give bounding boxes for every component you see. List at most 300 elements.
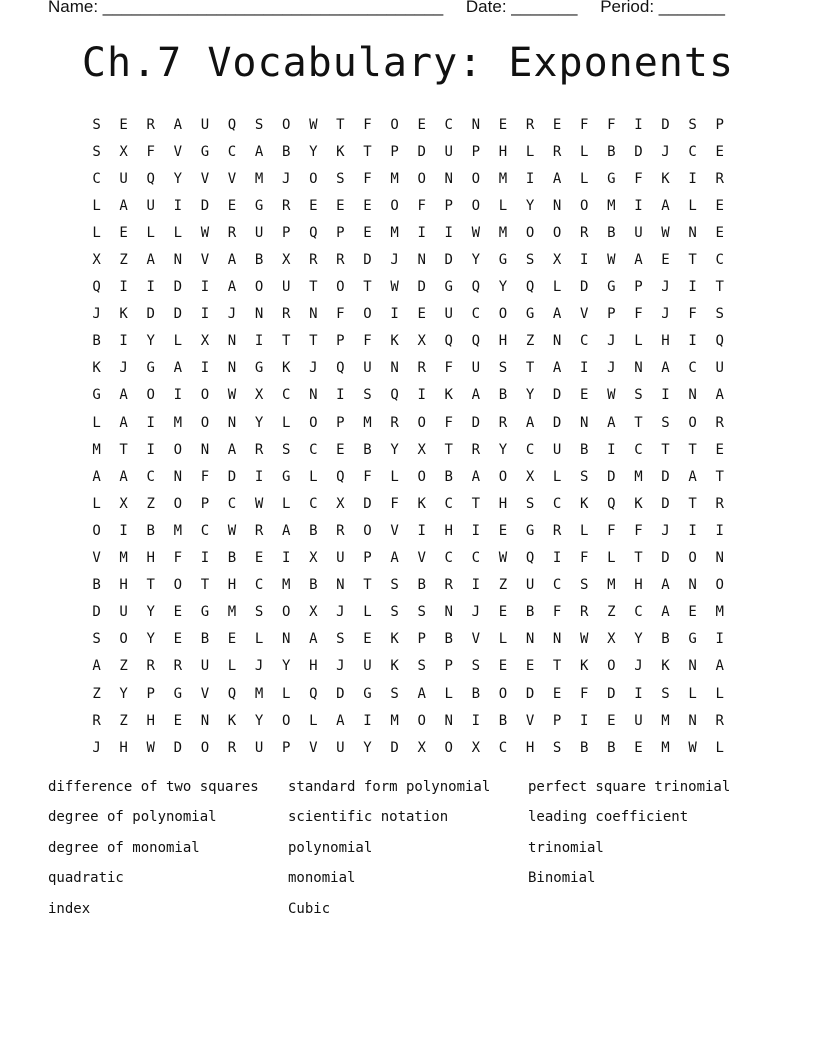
grid-letter[interactable]: Z [607, 604, 616, 621]
grid-letter[interactable]: Y [498, 279, 508, 296]
grid-letter[interactable]: S [580, 577, 589, 594]
grid-letter[interactable]: Z [525, 333, 535, 350]
grid-letter[interactable]: P [336, 333, 345, 350]
grid-letter[interactable]: Y [254, 414, 264, 431]
grid-letter[interactable]: R [254, 441, 264, 458]
grid-letter[interactable]: Q [471, 279, 481, 296]
grid-letter[interactable]: N [227, 333, 237, 350]
grid-letter[interactable]: B [498, 387, 508, 404]
grid-letter[interactable]: O [688, 550, 697, 567]
grid-letter[interactable]: H [525, 739, 535, 756]
grid-letter[interactable]: T [281, 333, 291, 350]
grid-letter[interactable]: T [634, 414, 643, 431]
grid-letter[interactable]: B [607, 224, 616, 241]
grid-letter[interactable]: N [688, 712, 697, 729]
grid-letter[interactable]: R [281, 197, 291, 214]
grid-letter[interactable]: N [525, 631, 535, 648]
grid-letter[interactable]: C [200, 522, 210, 539]
grid-letter[interactable]: O [417, 414, 426, 431]
grid-letter[interactable]: H [146, 712, 155, 729]
grid-letter[interactable]: Y [498, 441, 508, 458]
grid-letter[interactable]: U [471, 360, 481, 377]
grid-letter[interactable]: V [525, 712, 535, 729]
grid-letter[interactable]: R [417, 360, 426, 377]
grid-letter[interactable]: A [119, 387, 128, 404]
grid-letter[interactable]: G [498, 252, 508, 269]
grid-letter[interactable]: E [661, 252, 670, 269]
grid-letter[interactable]: R [715, 495, 724, 512]
grid-letter[interactable]: N [444, 712, 453, 729]
grid-letter[interactable]: R [715, 414, 724, 431]
grid-letter[interactable]: S [363, 387, 372, 404]
grid-letter[interactable]: J [92, 739, 101, 756]
grid-letter[interactable]: Y [146, 333, 155, 350]
grid-letter[interactable]: O [444, 739, 453, 756]
grid-letter[interactable]: K [417, 495, 426, 512]
grid-letter[interactable]: C [552, 577, 562, 594]
grid-letter[interactable]: J [336, 604, 345, 621]
grid-letter[interactable]: I [146, 441, 155, 458]
grid-letter[interactable]: O [498, 468, 508, 485]
grid-letter[interactable]: S [254, 604, 264, 621]
grid-letter[interactable]: K [661, 170, 670, 187]
grid-letter[interactable]: L [173, 333, 183, 350]
grid-letter[interactable]: E [525, 658, 535, 675]
grid-letter[interactable]: E [173, 604, 183, 621]
grid-letter[interactable]: R [227, 739, 237, 756]
grid-letter[interactable]: O [281, 712, 291, 729]
grid-letter[interactable]: B [580, 441, 589, 458]
grid-letter[interactable]: D [146, 306, 155, 323]
grid-letter[interactable]: Z [498, 577, 508, 594]
grid-letter[interactable]: T [363, 143, 372, 160]
grid-letter[interactable]: S [92, 631, 101, 648]
grid-letter[interactable]: G [254, 197, 264, 214]
grid-letter[interactable]: H [661, 333, 670, 350]
grid-letter[interactable]: E [119, 116, 128, 133]
grid-letter[interactable]: I [688, 522, 697, 539]
grid-letter[interactable]: B [661, 631, 670, 648]
grid-letter[interactable]: N [336, 577, 345, 594]
grid-letter[interactable]: K [390, 333, 399, 350]
grid-letter[interactable]: P [552, 712, 562, 729]
grid-letter[interactable]: B [92, 577, 101, 594]
grid-letter[interactable]: D [363, 495, 372, 512]
grid-letter[interactable]: A [552, 170, 562, 187]
grid-letter[interactable]: S [525, 252, 535, 269]
grid-letter[interactable]: A [227, 252, 237, 269]
grid-letter[interactable]: Q [444, 333, 453, 350]
grid-letter[interactable]: R [336, 252, 345, 269]
grid-letter[interactable]: F [363, 170, 372, 187]
grid-letter[interactable]: T [200, 577, 210, 594]
grid-letter[interactable]: L [92, 224, 101, 241]
grid-letter[interactable]: P [634, 279, 643, 296]
grid-letter[interactable]: S [552, 739, 562, 756]
grid-letter[interactable]: N [309, 306, 318, 323]
grid-letter[interactable]: M [498, 224, 508, 241]
grid-letter[interactable]: A [471, 387, 481, 404]
grid-letter[interactable]: L [607, 550, 616, 567]
grid-letter[interactable]: X [281, 252, 291, 269]
grid-letter[interactable]: L [715, 685, 724, 702]
grid-letter[interactable]: B [417, 577, 426, 594]
grid-letter[interactable]: L [309, 712, 318, 729]
grid-letter[interactable]: G [92, 387, 101, 404]
grid-letter[interactable]: E [498, 604, 508, 621]
grid-letter[interactable]: Y [471, 252, 481, 269]
grid-letter[interactable]: I [363, 712, 372, 729]
grid-letter[interactable]: A [92, 658, 101, 675]
grid-letter[interactable]: E [688, 604, 697, 621]
grid-letter[interactable]: P [363, 550, 372, 567]
grid-letter[interactable]: Q [607, 495, 616, 512]
grid-letter[interactable]: K [336, 143, 345, 160]
grid-letter[interactable]: O [309, 170, 318, 187]
grid-letter[interactable]: E [580, 387, 589, 404]
grid-letter[interactable]: S [254, 116, 264, 133]
grid-letter[interactable]: X [119, 495, 128, 512]
grid-letter[interactable]: P [471, 143, 481, 160]
grid-letter[interactable]: H [119, 577, 128, 594]
grid-letter[interactable]: O [336, 279, 345, 296]
grid-letter[interactable]: T [715, 468, 724, 485]
grid-letter[interactable]: R [444, 577, 453, 594]
grid-letter[interactable]: I [336, 387, 345, 404]
grid-letter[interactable]: E [173, 631, 183, 648]
grid-letter[interactable]: U [254, 739, 264, 756]
grid-letter[interactable]: T [688, 495, 697, 512]
grid-letter[interactable]: O [471, 170, 481, 187]
grid-letter[interactable]: V [227, 170, 237, 187]
grid-letter[interactable]: D [471, 414, 481, 431]
grid-letter[interactable]: L [634, 333, 643, 350]
grid-letter[interactable]: V [173, 143, 183, 160]
grid-letter[interactable]: C [634, 441, 643, 458]
grid-letter[interactable]: M [281, 577, 291, 594]
grid-letter[interactable]: N [688, 224, 697, 241]
grid-letter[interactable]: C [444, 116, 453, 133]
grid-letter[interactable]: K [661, 658, 670, 675]
grid-letter[interactable]: E [336, 441, 345, 458]
grid-letter[interactable]: D [607, 468, 616, 485]
grid-letter[interactable]: C [634, 604, 643, 621]
grid-letter[interactable]: N [417, 252, 426, 269]
grid-letter[interactable]: S [390, 604, 399, 621]
grid-letter[interactable]: F [552, 604, 562, 621]
grid-letter[interactable]: C [309, 441, 318, 458]
grid-letter[interactable]: A [607, 414, 616, 431]
grid-letter[interactable]: E [715, 197, 724, 214]
grid-letter[interactable]: F [146, 143, 155, 160]
grid-letter[interactable]: L [498, 197, 508, 214]
grid-letter[interactable]: H [498, 495, 508, 512]
grid-letter[interactable]: I [580, 360, 589, 377]
grid-letter[interactable]: D [200, 197, 210, 214]
grid-letter[interactable]: V [200, 252, 210, 269]
grid-letter[interactable]: W [390, 279, 399, 296]
grid-letter[interactable]: Y [146, 604, 155, 621]
grid-letter[interactable]: A [227, 279, 237, 296]
grid-letter[interactable]: W [227, 387, 237, 404]
grid-letter[interactable]: C [688, 360, 697, 377]
grid-letter[interactable]: E [173, 712, 183, 729]
grid-letter[interactable]: O [119, 631, 128, 648]
grid-letter[interactable]: F [580, 685, 589, 702]
grid-letter[interactable]: S [92, 116, 101, 133]
grid-letter[interactable]: A [173, 360, 183, 377]
grid-letter[interactable]: K [92, 360, 101, 377]
grid-letter[interactable]: B [363, 441, 372, 458]
grid-letter[interactable]: T [525, 360, 535, 377]
grid-letter[interactable]: V [92, 550, 101, 567]
grid-letter[interactable]: L [580, 170, 589, 187]
grid-letter[interactable]: L [254, 631, 264, 648]
grid-letter[interactable]: D [417, 279, 426, 296]
grid-letter[interactable]: P [281, 224, 291, 241]
grid-letter[interactable]: B [498, 712, 508, 729]
grid-letter[interactable]: E [309, 197, 318, 214]
grid-letter[interactable]: N [552, 333, 562, 350]
grid-letter[interactable]: N [200, 712, 210, 729]
grid-letter[interactable]: J [92, 306, 101, 323]
grid-letter[interactable]: S [634, 387, 643, 404]
grid-letter[interactable]: A [715, 658, 724, 675]
grid-letter[interactable]: O [498, 306, 508, 323]
grid-letter[interactable]: M [661, 739, 670, 756]
period-field[interactable]: Period: _______ [600, 0, 725, 16]
grid-letter[interactable]: W [688, 739, 697, 756]
grid-letter[interactable]: C [715, 252, 724, 269]
grid-letter[interactable]: I [552, 550, 562, 567]
grid-letter[interactable]: R [146, 116, 155, 133]
grid-letter[interactable]: Q [336, 360, 345, 377]
grid-letter[interactable]: G [444, 279, 453, 296]
grid-letter[interactable]: V [471, 631, 481, 648]
grid-letter[interactable]: E [417, 116, 426, 133]
grid-letter[interactable]: B [281, 143, 291, 160]
grid-letter[interactable]: F [444, 414, 453, 431]
grid-letter[interactable]: U [336, 739, 345, 756]
grid-letter[interactable]: I [417, 224, 426, 241]
grid-letter[interactable]: O [254, 279, 264, 296]
grid-letter[interactable]: O [498, 685, 508, 702]
grid-letter[interactable]: R [146, 658, 155, 675]
grid-letter[interactable]: M [92, 441, 101, 458]
grid-letter[interactable]: L [92, 414, 101, 431]
grid-letter[interactable]: Q [227, 116, 237, 133]
grid-letter[interactable]: S [92, 143, 101, 160]
grid-letter[interactable]: B [580, 739, 589, 756]
grid-letter[interactable]: U [634, 712, 643, 729]
grid-letter[interactable]: Y [525, 197, 535, 214]
grid-letter[interactable]: L [92, 197, 101, 214]
grid-letter[interactable]: R [281, 306, 291, 323]
grid-letter[interactable]: U [200, 658, 210, 675]
grid-letter[interactable]: E [336, 197, 345, 214]
grid-letter[interactable]: P [607, 306, 616, 323]
grid-letter[interactable]: K [634, 495, 643, 512]
grid-letter[interactable]: I [471, 522, 481, 539]
grid-letter[interactable]: E [715, 224, 724, 241]
grid-letter[interactable]: L [309, 468, 318, 485]
grid-letter[interactable]: S [661, 685, 670, 702]
grid-letter[interactable]: X [200, 333, 210, 350]
grid-letter[interactable]: H [119, 739, 128, 756]
grid-letter[interactable]: B [607, 739, 616, 756]
grid-letter[interactable]: U [146, 197, 155, 214]
word-search-grid[interactable] [83, 111, 733, 761]
grid-letter[interactable]: N [444, 170, 453, 187]
grid-letter[interactable]: J [309, 360, 318, 377]
grid-letter[interactable]: E [498, 522, 508, 539]
grid-letter[interactable]: I [580, 252, 589, 269]
grid-letter[interactable]: J [634, 658, 643, 675]
grid-letter[interactable]: J [281, 170, 291, 187]
grid-letter[interactable]: Y [390, 441, 399, 458]
grid-letter[interactable]: O [417, 170, 426, 187]
grid-letter[interactable]: B [444, 468, 453, 485]
grid-letter[interactable]: A [661, 360, 670, 377]
grid-letter[interactable]: T [552, 658, 562, 675]
grid-letter[interactable]: D [661, 468, 670, 485]
grid-letter[interactable]: X [309, 604, 318, 621]
grid-letter[interactable]: S [417, 658, 426, 675]
grid-letter[interactable]: U [254, 224, 264, 241]
grid-letter[interactable]: O [390, 116, 399, 133]
grid-letter[interactable]: L [552, 468, 562, 485]
grid-letter[interactable]: C [146, 468, 155, 485]
grid-letter[interactable]: N [200, 441, 210, 458]
grid-letter[interactable]: W [200, 224, 210, 241]
grid-letter[interactable]: S [661, 414, 670, 431]
grid-letter[interactable]: C [227, 495, 237, 512]
grid-letter[interactable]: H [634, 577, 643, 594]
grid-letter[interactable]: J [336, 658, 345, 675]
grid-letter[interactable]: N [309, 387, 318, 404]
grid-letter[interactable]: F [363, 468, 372, 485]
grid-letter[interactable]: K [580, 658, 589, 675]
grid-letter[interactable]: Q [146, 170, 155, 187]
grid-letter[interactable]: B [254, 252, 264, 269]
grid-letter[interactable]: B [309, 522, 318, 539]
grid-letter[interactable]: S [525, 495, 535, 512]
grid-letter[interactable]: F [200, 468, 210, 485]
grid-letter[interactable]: Q [309, 685, 318, 702]
grid-letter[interactable]: F [173, 550, 183, 567]
grid-letter[interactable]: M [390, 712, 399, 729]
grid-letter[interactable]: O [146, 387, 155, 404]
grid-letter[interactable]: U [363, 658, 372, 675]
grid-letter[interactable]: Y [634, 631, 643, 648]
grid-letter[interactable]: R [552, 522, 562, 539]
grid-letter[interactable]: N [227, 414, 237, 431]
grid-letter[interactable]: C [525, 441, 535, 458]
grid-letter[interactable]: M [173, 522, 183, 539]
grid-letter[interactable]: L [281, 685, 291, 702]
grid-letter[interactable]: U [200, 116, 210, 133]
grid-letter[interactable]: W [471, 224, 481, 241]
grid-letter[interactable]: Y [281, 658, 291, 675]
grid-letter[interactable]: F [363, 333, 372, 350]
grid-letter[interactable]: N [688, 577, 697, 594]
grid-letter[interactable]: A [634, 252, 643, 269]
grid-letter[interactable]: Y [525, 387, 535, 404]
grid-letter[interactable]: I [146, 279, 155, 296]
grid-letter[interactable]: G [525, 522, 535, 539]
grid-letter[interactable]: G [281, 468, 291, 485]
grid-letter[interactable]: A [92, 468, 101, 485]
grid-letter[interactable]: N [715, 550, 724, 567]
grid-letter[interactable]: G [173, 685, 183, 702]
grid-letter[interactable]: D [92, 604, 101, 621]
grid-letter[interactable]: O [173, 441, 183, 458]
grid-letter[interactable]: T [363, 577, 372, 594]
grid-letter[interactable]: E [552, 116, 562, 133]
grid-letter[interactable]: J [390, 252, 399, 269]
grid-letter[interactable]: N [688, 658, 697, 675]
grid-letter[interactable]: I [119, 279, 128, 296]
grid-letter[interactable]: E [552, 685, 562, 702]
grid-letter[interactable]: I [281, 550, 291, 567]
grid-letter[interactable]: Y [254, 712, 264, 729]
grid-letter[interactable]: E [363, 197, 372, 214]
grid-letter[interactable]: G [363, 685, 372, 702]
grid-letter[interactable]: F [417, 197, 426, 214]
grid-letter[interactable]: I [634, 197, 643, 214]
grid-letter[interactable]: A [309, 631, 318, 648]
grid-letter[interactable]: I [607, 441, 616, 458]
grid-letter[interactable]: C [444, 495, 453, 512]
grid-letter[interactable]: A [119, 468, 128, 485]
grid-letter[interactable]: V [200, 170, 210, 187]
grid-letter[interactable]: Y [119, 685, 128, 702]
grid-letter[interactable]: X [309, 550, 318, 567]
grid-letter[interactable]: C [471, 306, 481, 323]
grid-letter[interactable]: X [92, 252, 101, 269]
grid-letter[interactable]: S [580, 468, 589, 485]
grid-letter[interactable]: W [607, 252, 616, 269]
grid-letter[interactable]: A [119, 414, 128, 431]
grid-letter[interactable]: E [363, 224, 372, 241]
grid-letter[interactable]: P [417, 631, 426, 648]
grid-letter[interactable]: W [146, 739, 155, 756]
grid-letter[interactable]: F [634, 170, 643, 187]
grid-letter[interactable]: D [444, 252, 453, 269]
grid-letter[interactable]: K [580, 495, 589, 512]
grid-letter[interactable]: D [661, 495, 670, 512]
grid-letter[interactable]: Y [309, 143, 318, 160]
grid-letter[interactable]: U [444, 143, 453, 160]
grid-letter[interactable]: U [119, 170, 128, 187]
grid-letter[interactable]: I [417, 387, 426, 404]
grid-letter[interactable]: W [580, 631, 589, 648]
grid-letter[interactable]: L [173, 224, 183, 241]
grid-letter[interactable]: R [173, 658, 183, 675]
grid-letter[interactable]: I [525, 170, 535, 187]
grid-letter[interactable]: A [336, 712, 345, 729]
grid-letter[interactable]: O [363, 522, 372, 539]
grid-letter[interactable]: I [715, 522, 724, 539]
grid-letter[interactable]: A [417, 685, 426, 702]
grid-letter[interactable]: L [498, 631, 508, 648]
grid-letter[interactable]: X [336, 495, 345, 512]
grid-letter[interactable]: D [173, 279, 183, 296]
grid-letter[interactable]: O [417, 712, 426, 729]
grid-letter[interactable]: M [661, 712, 670, 729]
grid-letter[interactable]: S [281, 441, 291, 458]
grid-letter[interactable]: T [444, 441, 453, 458]
